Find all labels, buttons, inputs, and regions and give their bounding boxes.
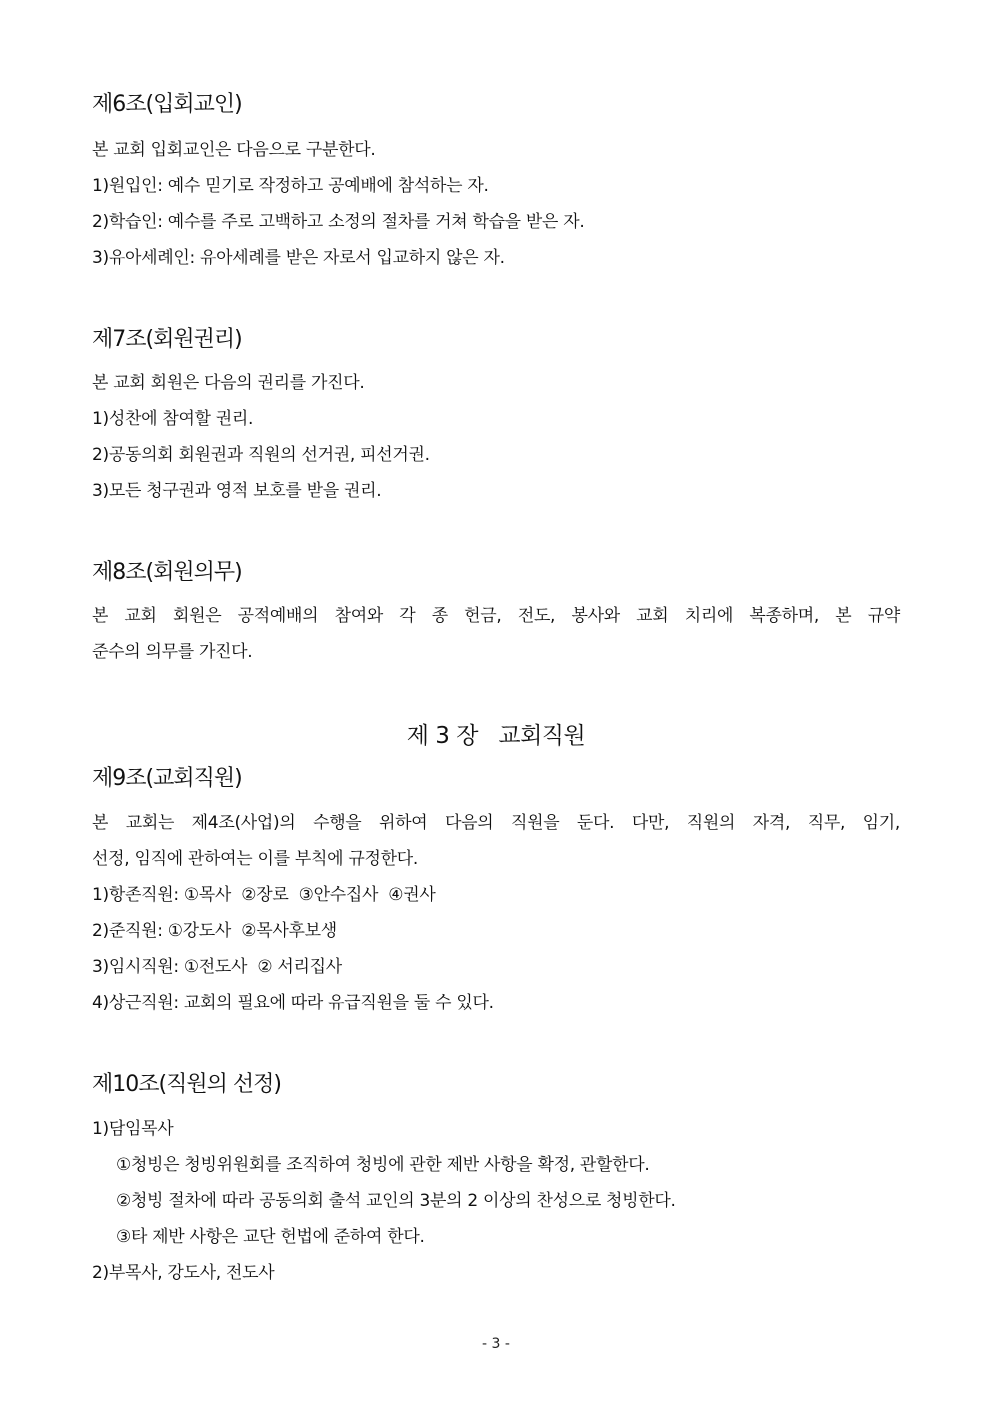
- article-9-line-3: 1)항존직원: ①목사 ②장로 ③안수집사 ④권사: [92, 885, 436, 905]
- article-9-line-2: 선정, 임직에 관하여는 이를 부칙에 규정한다.: [92, 849, 418, 869]
- article-9-line-5: 3)임시직원: ①전도사 ② 서리집사: [92, 957, 342, 977]
- article-8-heading: 제8조(회원의무): [92, 560, 242, 585]
- article-7-heading: 제7조(회원권리): [92, 327, 242, 352]
- article-7-line-4: 3)모든 청구권과 영적 보호를 받을 권리.: [92, 481, 382, 501]
- article-7-line-2: 1)성찬에 참여할 권리.: [92, 409, 254, 429]
- article-10-line-3: ②청빙 절차에 따라 공동의회 출석 교인의 3분의 2 이상의 찬성으로 청빙한다.: [116, 1191, 676, 1211]
- article-10-heading: 제10조(직원의 선정): [92, 1072, 281, 1097]
- chapter-3-title: 제 3 장 교회직원: [406, 723, 586, 749]
- article-6-line-1: 본 교회 입회교인은 다음으로 구분한다.: [92, 140, 376, 160]
- article-8-line-2: 준수의 의무를 가진다.: [92, 642, 253, 662]
- article-6-line-2: 1)원입인: 예수 믿기로 작정하고 공예배에 참석하는 자.: [92, 176, 489, 196]
- article-7-line-1: 본 교회 회원은 다음의 권리를 가진다.: [92, 373, 365, 393]
- article-10-line-5: 2)부목사, 강도사, 전도사: [92, 1263, 275, 1283]
- page-number: - 3 -: [482, 1336, 510, 1352]
- article-10-line-2: ①청빙은 청빙위원회를 조직하여 청빙에 관한 제반 사항을 확정, 관할한다.: [116, 1155, 650, 1175]
- article-7-line-3: 2)공동의회 회원권과 직원의 선거권, 피선거권.: [92, 445, 430, 465]
- article-9-line-4: 2)준직원: ①강도사 ②목사후보생: [92, 921, 337, 941]
- article-6-line-4: 3)유아세례인: 유아세례를 받은 자로서 입교하지 않은 자.: [92, 248, 505, 268]
- article-6-line-3: 2)학습인: 예수를 주로 고백하고 소정의 절차를 거쳐 학습을 받은 자.: [92, 212, 585, 232]
- article-9-heading: 제9조(교회직원): [92, 766, 242, 791]
- article-10-line-1: 1)담임목사: [92, 1119, 174, 1139]
- article-8-line-1: 본 교회 회원은 공적예배의 참여와 각 종 헌금, 전도, 봉사와 교회 치리에 복종하며, 본 규약: [92, 606, 900, 626]
- article-10-line-4: ③타 제반 사항은 교단 헌법에 준하여 한다.: [116, 1227, 425, 1247]
- article-9-line-1: 본 교회는 제4조(사업)의 수행을 위하여 다음의 직원을 둔다. 다만, 직원의 자격, 직무, 임기,: [92, 813, 900, 833]
- article-9-line-6: 4)상근직원: 교회의 필요에 따라 유급직원을 둘 수 있다.: [92, 993, 494, 1013]
- article-6-heading: 제6조(입회교인): [92, 92, 242, 117]
